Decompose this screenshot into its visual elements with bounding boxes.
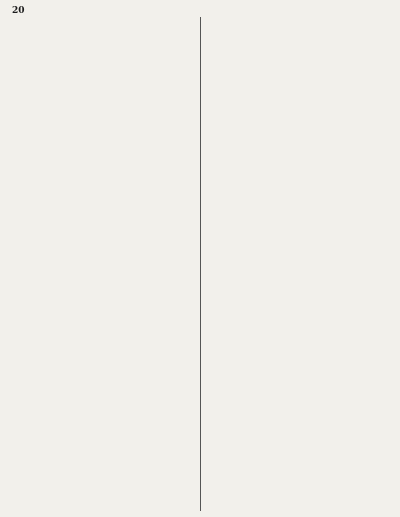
left-column	[12, 17, 200, 511]
right-column	[201, 17, 389, 511]
entry-columns	[12, 17, 388, 511]
page-number: 20	[12, 6, 25, 16]
